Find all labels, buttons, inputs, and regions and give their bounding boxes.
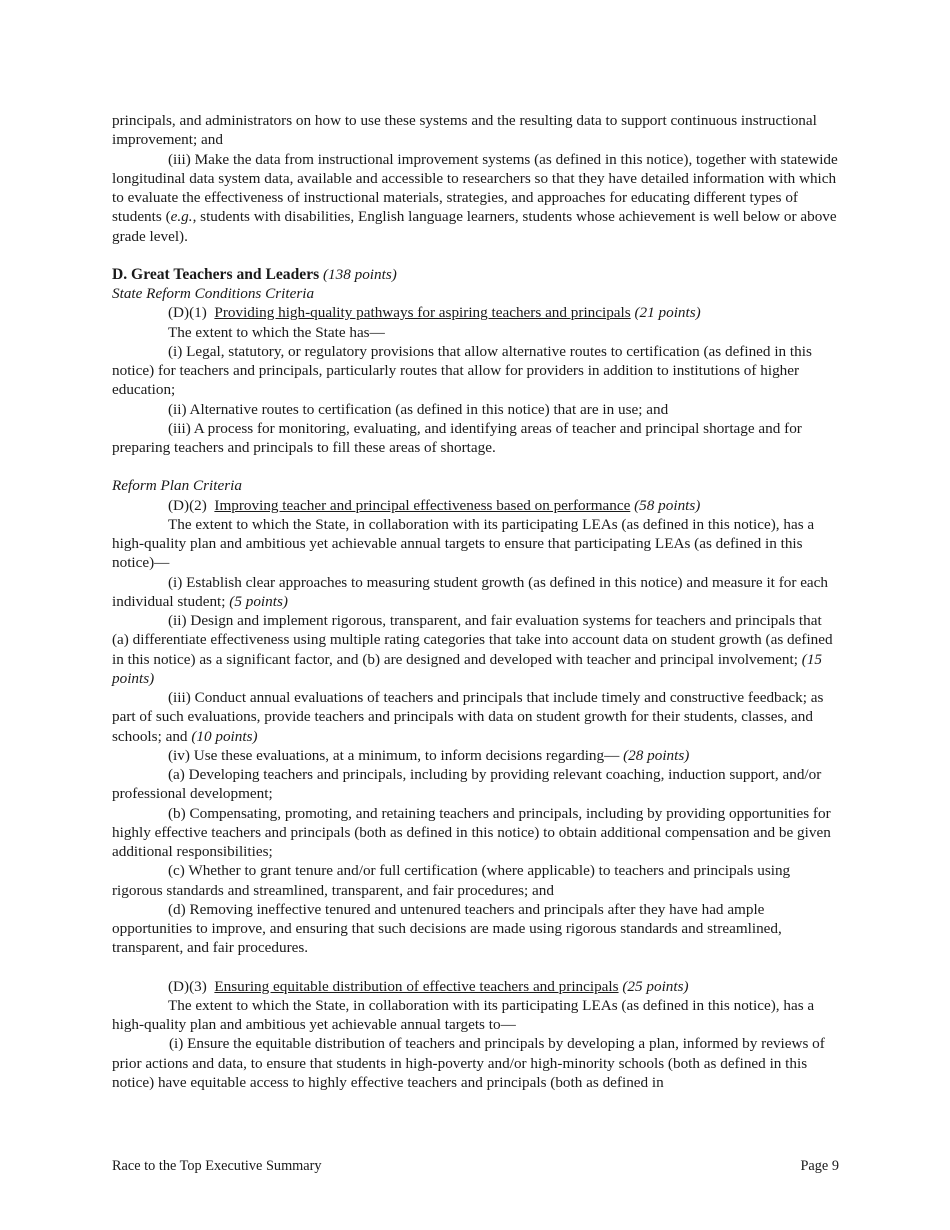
d2-heading xyxy=(112,496,840,515)
d1-title: Providing high-quality pathways for aspiring teachers and principals xyxy=(214,304,631,322)
d2-code: (D)(2) xyxy=(168,496,207,514)
item-points: (5 points) xyxy=(229,592,288,610)
d3-code: (D)(3) xyxy=(168,977,207,995)
document-body xyxy=(112,111,840,1092)
item-text: , students with disabilities, English language learners, students whose achievement is well below or above grade level). xyxy=(112,208,837,245)
section-points: (138 points) xyxy=(322,265,397,283)
item-text: (iii) Make the data from instructional improvement systems (as defined in this notice), together with statewide longitudinal data system data, available and accessible to researchers so that they have detailed information with which to evaluate the effectiveness of instructional materials, strategies, and approaches for educating different types of students ( xyxy=(112,150,838,226)
section-heading xyxy=(112,265,840,284)
d1-item-ii: (ii) Alternative routes to certification (as defined in this notice) that are in use; and xyxy=(168,400,669,418)
d3-intro: The extent to which the State, in collaboration with its participating LEAs (as defined in this notice), has a high-quality plan and ambitious yet achievable annual targets to— xyxy=(112,996,815,1033)
item-iii-data-access xyxy=(112,150,840,246)
d2-title: Improving teacher and principal effectiveness based on performance xyxy=(214,496,631,514)
item-text: (ii) Design and implement rigorous, transparent, and fair evaluation systems for teachers and principals that (a) differentiate effectiveness using multiple rating categories that take into account data on student growth (as defined in this notice) as a significant factor, and (b) are designed and developed with teacher and principal involvement; xyxy=(112,612,833,668)
section-title: D. Great Teachers and Leaders xyxy=(112,265,320,283)
d2-subitem-a: (a) Developing teachers and principals, including by providing relevant coaching, induction support, and/or professional development; xyxy=(112,766,822,803)
eg-abbrev: e.g. xyxy=(170,208,193,226)
d2-subitem-b: (b) Compensating, promoting, and retaining teachers and principals, including by providing opportunities for highly effective teachers and principals (both as defined in this notice) to obtain additional compensation and be given additional responsibilities; xyxy=(112,804,831,860)
item-points: (28 points) xyxy=(623,746,690,764)
d2-subitem-c: (c) Whether to grant tenure and/or full certification (where applicable) to teachers and principals using rigorous standards and streamlined, transparent, and fair procedures; and xyxy=(112,862,791,899)
d1-intro: The extent to which the State has— xyxy=(168,323,385,341)
d2-item-iv xyxy=(112,746,840,765)
d2-item-i xyxy=(112,573,840,612)
d1-points: (21 points) xyxy=(634,304,701,322)
d2-points: (58 points) xyxy=(634,496,701,514)
d1-item-iii: (iii) A process for monitoring, evaluating, and identifying areas of teacher and principal shortage and for preparing teachers and principals to fill these areas of shortage. xyxy=(112,419,802,456)
d3-points: (25 points) xyxy=(622,977,689,995)
d2-item-iii xyxy=(112,688,840,746)
d2-item-ii xyxy=(112,611,840,688)
item-points: (10 points) xyxy=(191,727,258,745)
d3-heading xyxy=(112,977,840,996)
d3-title: Ensuring equitable distribution of effective teachers and principals xyxy=(214,977,619,995)
item-text: (iv) Use these evaluations, at a minimum, to inform decisions regarding— xyxy=(168,746,620,764)
d2-intro: The extent to which the State, in collaboration with its participating LEAs (as defined in this notice), has a high-quality plan and ambitious yet achievable annual targets to ensure that participating LEAs (as defined in this notice)— xyxy=(112,515,815,572)
footer-title: Race to the Top Executive Summary xyxy=(112,1158,322,1174)
d1-code: (D)(1) xyxy=(168,304,207,322)
item-points: (15 points) xyxy=(112,650,823,687)
item-text: (i) Establish clear approaches to measuring student growth (as defined in this notice) and measure it for each individual student; xyxy=(112,573,829,610)
page-footer xyxy=(112,1158,839,1175)
d1-heading xyxy=(112,303,840,322)
d1-item-i: (i) Legal, statutory, or regulatory provisions that allow alternative routes to certification (as defined in this notice) for teachers and principals, particularly routes that allow for providers in addition to institutions of higher education; xyxy=(112,342,812,399)
d2-subitem-d: (d) Removing ineffective tenured and untenured teachers and principals after they have had ample opportunities to improve, and ensuring that such decisions are made using rigorous standards and streamlined, transparent, and fair procedures. xyxy=(112,900,782,957)
page-number: Page 9 xyxy=(800,1158,839,1174)
item-text: (iii) Conduct annual evaluations of teachers and principals that include timely and constructive feedback; as part of such evaluations, provide teachers and principals with data on student growth for their students, classes, and schools; and xyxy=(112,689,824,745)
reform-plan-label: Reform Plan Criteria xyxy=(112,477,242,495)
d3-item-i: (i) Ensure the equitable distribution of teachers and principals by developing a plan, informed by reviews of prior actions and data, to ensure that students in high-poverty and/or high-minority schools (both as defined in this notice) have equitable access to highly effective teachers and principals (both as defined in xyxy=(112,1035,825,1091)
state-reform-label: State Reform Conditions Criteria xyxy=(112,285,315,302)
continuation-paragraph: principals, and administrators on how to use these systems and the resulting data to support continuous instructional improvement; and xyxy=(112,112,817,149)
